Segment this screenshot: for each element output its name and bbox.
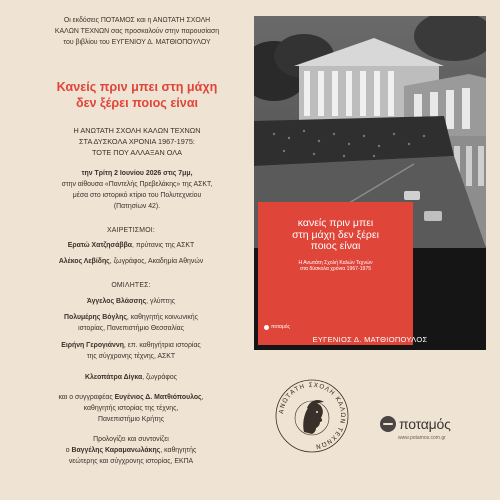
author-role: Πανεπιστήμιο Κρήτης	[97, 416, 165, 423]
moderator-name: Βαγγέλης Καραμανωλάκης	[71, 447, 161, 454]
greeting-name: Αλέκος Λεβίδης	[58, 258, 110, 265]
event-venue: στην αίθουσα «Παντελής Πρεβελάκης» της ΑΣΚΤ,	[61, 181, 213, 188]
intro-line: του βιβλίου του ΕΥΓΕΝΙΟΥ Δ. ΜΑΤΘΙΟΠΟΥΛΟΥ	[63, 39, 211, 46]
cover-publisher-logo	[264, 324, 290, 330]
subtitle-line: ΤΟΤΕ ΠΟΥ ΑΛΛΑΞΑΝ ΟΛΑ	[91, 148, 183, 157]
event-details	[20, 168, 254, 212]
author-pre: και ο συγγραφέας	[58, 394, 115, 401]
cover-title-line: στη μάχη δεν ξέρει	[292, 228, 379, 241]
cover-subtitle-line: Η Ανωτάτη Σχολή Καλών Τεχνών	[298, 259, 373, 266]
greeting-person	[0, 256, 262, 267]
speaker-role: , γλύπτης	[146, 298, 176, 305]
author-name: Ευγένιος Δ. Ματθιόπουλος	[114, 394, 202, 401]
publisher-name: ποταμός	[399, 416, 451, 432]
speaker-author	[0, 392, 262, 425]
subtitle-line: Η ΑΝΩΤΑΤΗ ΣΧΟΛΗ ΚΑΛΩΝ ΤΕΧΝΩΝ	[73, 126, 201, 135]
publisher-url: www.potamos.com.gr	[398, 435, 446, 441]
subtitle-line: ΣΤΑ ΔΥΣΚΟΛΑ ΧΡΟΝΙΑ 1967-1975:	[79, 137, 195, 146]
speaker	[0, 372, 262, 383]
cover-title	[258, 218, 413, 253]
author-role: καθηγητής ιστορίας της τέχνης,	[83, 405, 179, 412]
greeting-role: , ζωγράφος, Ακαδημία Αθηνών	[109, 258, 204, 265]
book-title	[20, 79, 254, 111]
greeting-person	[0, 240, 262, 251]
speaker	[0, 340, 262, 362]
speaker	[0, 312, 262, 334]
moderator-intro: Προλογίζει και συντονίζει	[93, 436, 169, 443]
moderator-role: , καθηγητής	[160, 447, 197, 454]
book-title-line: Κανείς πριν μπει στη μάχη	[56, 80, 218, 94]
speaker-role: , ζωγράφος	[142, 374, 177, 381]
event-building: μέσα στο ιστορικό κτίριο του Πολυτεχνείου	[72, 192, 202, 199]
potamos-logo-icon	[264, 325, 269, 330]
cover-author: ΕΥΓΕΝΙΟΣ Δ. ΜΑΤΘΙΟΠΟΥΛΟΣ	[312, 335, 428, 344]
publisher-logo	[380, 416, 480, 441]
askt-seal-icon	[274, 378, 350, 454]
seal-text: ΑΝΩΤΑΤΗ ΣΧΟΛΗ ΚΑΛΩΝ ΤΕΧΝΩΝ	[278, 381, 347, 450]
event-address: (Πατησίων 42).	[113, 203, 161, 210]
cover-publisher-name: ποταμός	[271, 324, 290, 330]
book-cover	[254, 16, 486, 350]
moderator	[0, 434, 262, 467]
cover-subtitle-line: στα δύσκολα χρόνια 1967-1975	[299, 266, 372, 272]
speakers-heading: ΟΜΙΛΗΤΕΣ:	[111, 282, 151, 289]
speaker-role: της σύγχρονης τέχνης, ΑΣΚΤ	[86, 353, 176, 360]
cover-subtitle	[258, 260, 413, 273]
cover-title-line: ποιος είναι	[310, 240, 361, 252]
speaker-name: Άγγελος Βλάσσης	[86, 298, 147, 305]
speaker-role: , καθηγητής κοινωνικής	[126, 314, 198, 321]
speaker-role: , επ. καθηγήτρια ιστορίας	[123, 342, 201, 349]
potamos-logo-icon	[380, 416, 396, 432]
speaker-name: Ειρήνη Γερογιάννη	[61, 342, 124, 349]
greeting-name: Ερατώ Χατζησάββα	[67, 242, 133, 249]
speaker-name: Κλεοπάτρα Δίγκα	[85, 374, 143, 381]
intro-line: ΚΑΛΩΝ ΤΕΧΝΩΝ σας προσκαλούν στην παρουσίαση	[54, 28, 220, 35]
intro-text	[20, 15, 254, 48]
speaker-role: ιστορίας, Πανεπιστήμιο Θεσσαλίας	[78, 325, 184, 332]
speaker-name: Πολυμέρης Βόγλης	[64, 314, 127, 321]
author-role: ,	[201, 394, 204, 401]
moderator-pre: ο	[65, 447, 72, 454]
book-subtitle	[20, 125, 254, 158]
intro-line: Οι εκδόσεις ΠΟΤΑΜΟΣ και η ΑΝΩΤΑΤΗ ΣΧΟΛΗ	[63, 17, 211, 24]
speaker	[0, 296, 262, 307]
greetings-heading: ΧΑΙΡΕΤΙΣΜΟΙ:	[106, 227, 155, 234]
greeting-role: , πρύτανις της ΑΣΚΤ	[132, 242, 195, 249]
cover-title-line: κανείς πριν μπει	[297, 217, 374, 229]
book-title-line: δεν ξέρει ποιος είναι	[75, 96, 199, 110]
moderator-role: νεώτερης και σύγχρονης ιστορίας, ΕΚΠΑ	[68, 458, 194, 465]
event-date: την Τρίτη 2 Ιουνίου 2026 στις 7μμ,	[81, 170, 193, 177]
